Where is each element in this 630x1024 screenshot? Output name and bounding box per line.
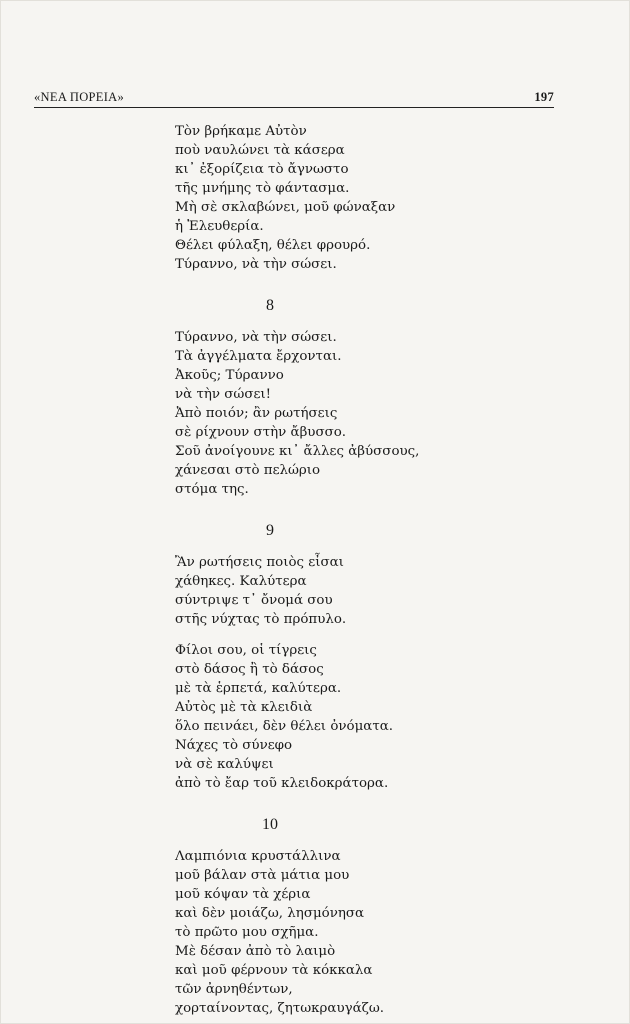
- poem-line: Λαμπιόνια κρυστάλλινα: [175, 849, 341, 864]
- poem-line: Ἀκοῦς; Τύραννο: [175, 368, 284, 383]
- poem-line: Μὲ δέσαν ἀπὸ τὸ λαιμὸ: [175, 944, 336, 959]
- journal-title: «ΝΕΑ ΠΟΡΕΙΑ»: [34, 90, 125, 104]
- poem-line: σὲ ρίχνουν στὴν ἄβυσσο.: [175, 425, 347, 440]
- poem-line: καὶ δὲν μοιάζω, λησμόνησα: [175, 906, 365, 921]
- poem-line: νὰ σὲ καλύψει: [175, 757, 274, 772]
- stanza-section-9-a: [175, 553, 575, 629]
- poem-line: χάθηκες. Καλύτερα: [175, 574, 307, 589]
- poem-line: χορταίνοντας, ζητωκραυγάζω.: [175, 1001, 385, 1016]
- poem-line: καὶ μοῦ φέρνουν τὰ κόκκαλα: [175, 963, 373, 978]
- poem-text: [175, 122, 575, 1018]
- poem-line: ἡ Ἐλευθερία.: [175, 219, 264, 234]
- poem-line: Θέλει φύλαξη, θέλει φρουρό.: [175, 238, 371, 253]
- poem-line: ποὺ ναυλώνει τὰ κάσερα: [175, 143, 345, 158]
- page-number: 197: [534, 90, 554, 104]
- poem-line: στὸ δάσος ἢ τὸ δάσος: [175, 662, 324, 677]
- section-number-9: 9: [266, 522, 274, 539]
- poem-line: μοῦ βάλαν στὰ μάτια μου: [175, 868, 350, 883]
- stanza-section-8: [175, 328, 575, 499]
- poem-line: Τύραννο, νὰ τὴν σώσει.: [175, 330, 337, 345]
- stanza-section-9-b: [175, 641, 575, 793]
- section-number-10: 10: [262, 816, 278, 833]
- poem-line: Νάχες τὸ σύνεφο: [175, 738, 293, 753]
- poem-line: Τὸν βρήκαμε Αὐτὸν: [175, 124, 307, 139]
- poem-line: Σοῦ ἀνοίγουνε κι᾽ ἄλλες ἀβύσσους,: [175, 444, 420, 459]
- poem-line: Τύραννο, νὰ τὴν σώσει.: [175, 257, 337, 272]
- poem-line: μὲ τὰ ἑρπετά, καλύτερα.: [175, 681, 342, 696]
- poem-line: χάνεσαι στὸ πελώριο: [175, 463, 321, 478]
- poem-line: στόμα της.: [175, 482, 249, 497]
- poem-line: σύντριψε τ᾽ ὄνομά σου: [175, 593, 333, 608]
- poem-line: τῶν ἀρνηθέντων,: [175, 982, 293, 997]
- running-head: [34, 89, 554, 108]
- poem-line: Ἀπὸ ποιόν; ἂν ρωτήσεις: [175, 406, 338, 421]
- poem-line: ἀπὸ τὸ ἔαρ τοῦ κλειδοκράτορα.: [175, 776, 389, 791]
- poem-line: τὸ πρῶτο μου σχῆμα.: [175, 925, 319, 940]
- poem-line: Ἂν ρωτήσεις ποιὸς εἶσαι: [175, 555, 344, 570]
- poem-line: Μὴ σὲ σκλαβώνει, μοῦ φώναξαν: [175, 200, 396, 215]
- poem-line: κι᾽ ἐξορίζεια τὸ ἄγνωστο: [175, 162, 349, 177]
- stanza-section-10: [175, 847, 575, 1018]
- poem-line: τῆς μνήμης τὸ φάντασμα.: [175, 181, 350, 196]
- poem-line: Αὐτὸς μὲ τὰ κλειδιὰ: [175, 700, 313, 715]
- section-number-8: 8: [266, 297, 274, 314]
- poem-line: Τὰ ἀγγέλματα ἔρχονται.: [175, 349, 342, 364]
- stanza-intro: [175, 122, 575, 274]
- poem-line: Φίλοι σου, οἱ τίγρεις: [175, 643, 317, 658]
- poem-line: στῆς νύχτας τὸ πρόπυλο.: [175, 612, 347, 627]
- poem-line: μοῦ κόψαν τὰ χέρια: [175, 887, 311, 902]
- poem-line: νὰ τὴν σώσει!: [175, 387, 272, 402]
- poem-line: ὅλο πεινάει, δὲν θέλει ὀνόματα.: [175, 719, 394, 734]
